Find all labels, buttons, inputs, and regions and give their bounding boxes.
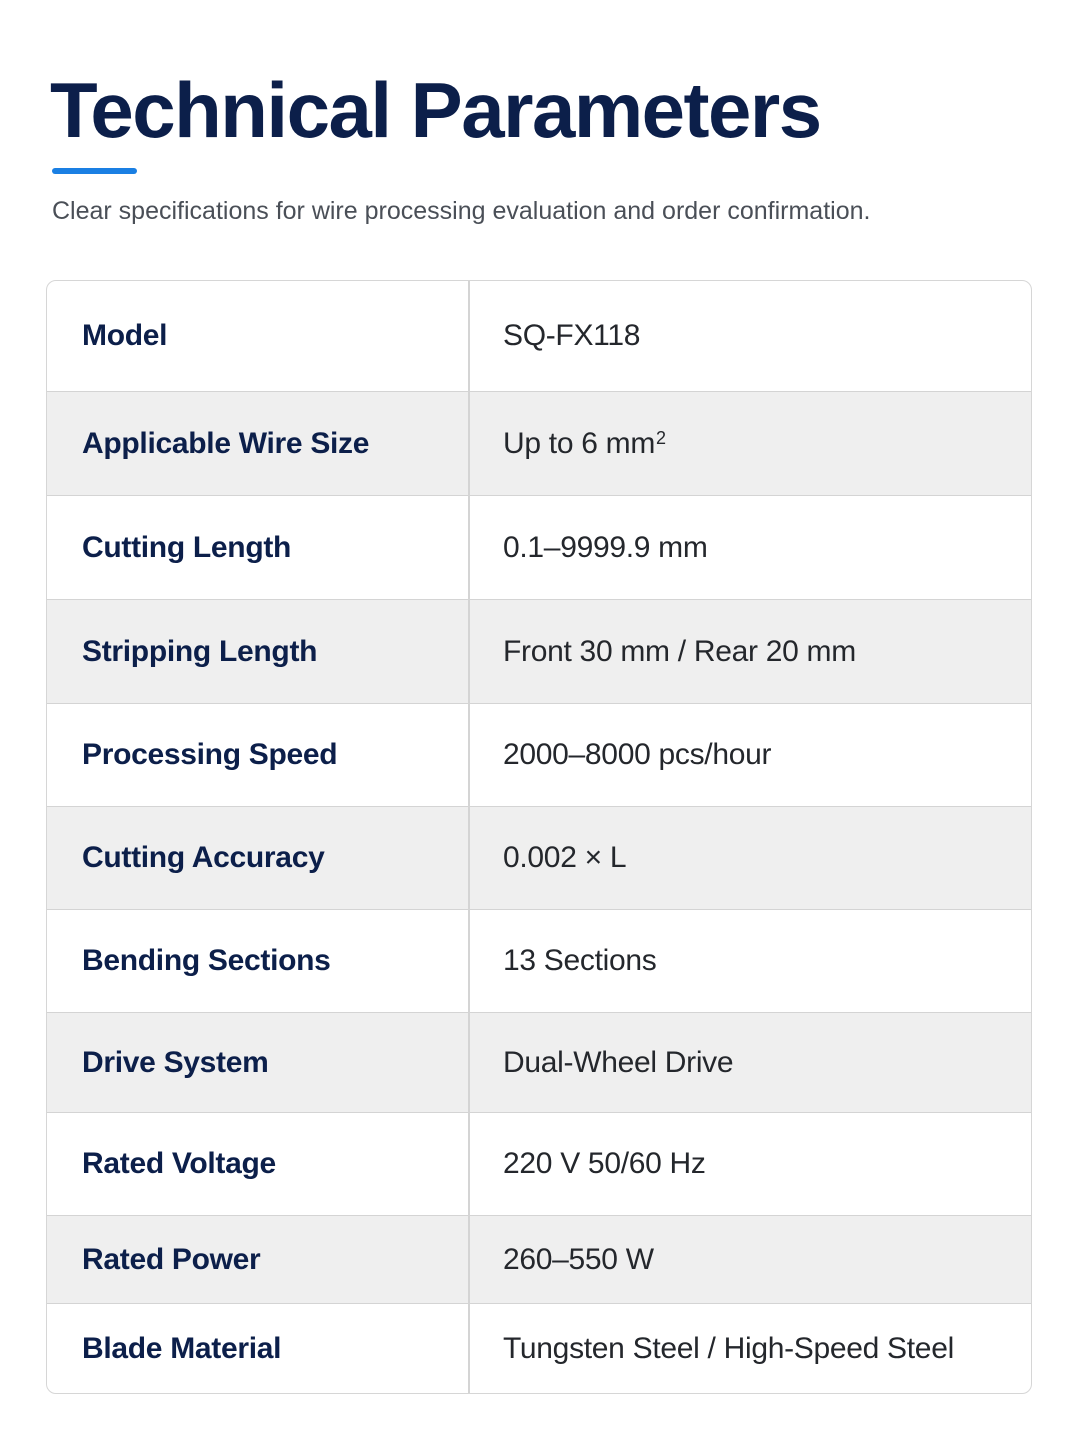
spec-label: Drive System	[82, 1045, 269, 1079]
spec-row-cutting-accuracy	[47, 807, 1031, 910]
spec-value: 260–550 W	[503, 1242, 654, 1276]
page-subtitle: Clear specifications for wire processing evaluation and order confirmation.	[52, 197, 871, 225]
spec-row-blade-material	[47, 1304, 1031, 1394]
spec-label: Stripping Length	[82, 634, 318, 668]
spec-value: 0.002 × L	[503, 841, 627, 874]
page-title: Technical Parameters	[50, 66, 821, 154]
title-accent-bar	[52, 168, 137, 174]
spec-value-superscript: 2	[656, 427, 666, 448]
spec-value: 0.1–9999.9 mm	[503, 530, 708, 564]
spec-row-stripping-length	[47, 600, 1031, 704]
spec-value: Tungsten Steel / High-Speed Steel	[503, 1332, 954, 1365]
spec-label: Model	[82, 319, 168, 352]
spec-value: 220 V 50/60 Hz	[503, 1147, 706, 1180]
spec-row-drive-system	[47, 1013, 1031, 1113]
spec-value: SQ-FX118	[503, 319, 641, 352]
spec-row-model	[47, 281, 1031, 392]
column-divider	[468, 281, 470, 1393]
spec-row-wire-size	[47, 392, 1031, 496]
spec-label: Cutting Length	[82, 530, 292, 564]
spec-row-bending-sections	[47, 910, 1031, 1013]
spec-value: Front 30 mm / Rear 20 mm	[503, 634, 856, 668]
spec-value: 13 Sections	[503, 944, 657, 977]
spec-row-rated-power	[47, 1216, 1031, 1304]
spec-row-cutting-length	[47, 496, 1031, 600]
spec-row-rated-voltage	[47, 1113, 1031, 1216]
spec-value: Dual-Wheel Drive	[503, 1045, 734, 1079]
spec-label: Blade Material	[82, 1332, 282, 1365]
spec-label: Applicable Wire Size	[82, 426, 370, 460]
spec-row-processing-speed	[47, 704, 1031, 807]
spec-value	[503, 426, 666, 462]
spec-label: Bending Sections	[82, 944, 331, 977]
spec-label: Rated Power	[82, 1242, 261, 1276]
spec-label: Cutting Accuracy	[82, 841, 325, 874]
spec-label: Processing Speed	[82, 738, 338, 771]
spec-value: 2000–8000 pcs/hour	[503, 738, 772, 771]
spec-value-text: Up to 6 mm	[503, 426, 656, 460]
spec-label: Rated Voltage	[82, 1147, 276, 1180]
spec-table	[46, 280, 1032, 1394]
